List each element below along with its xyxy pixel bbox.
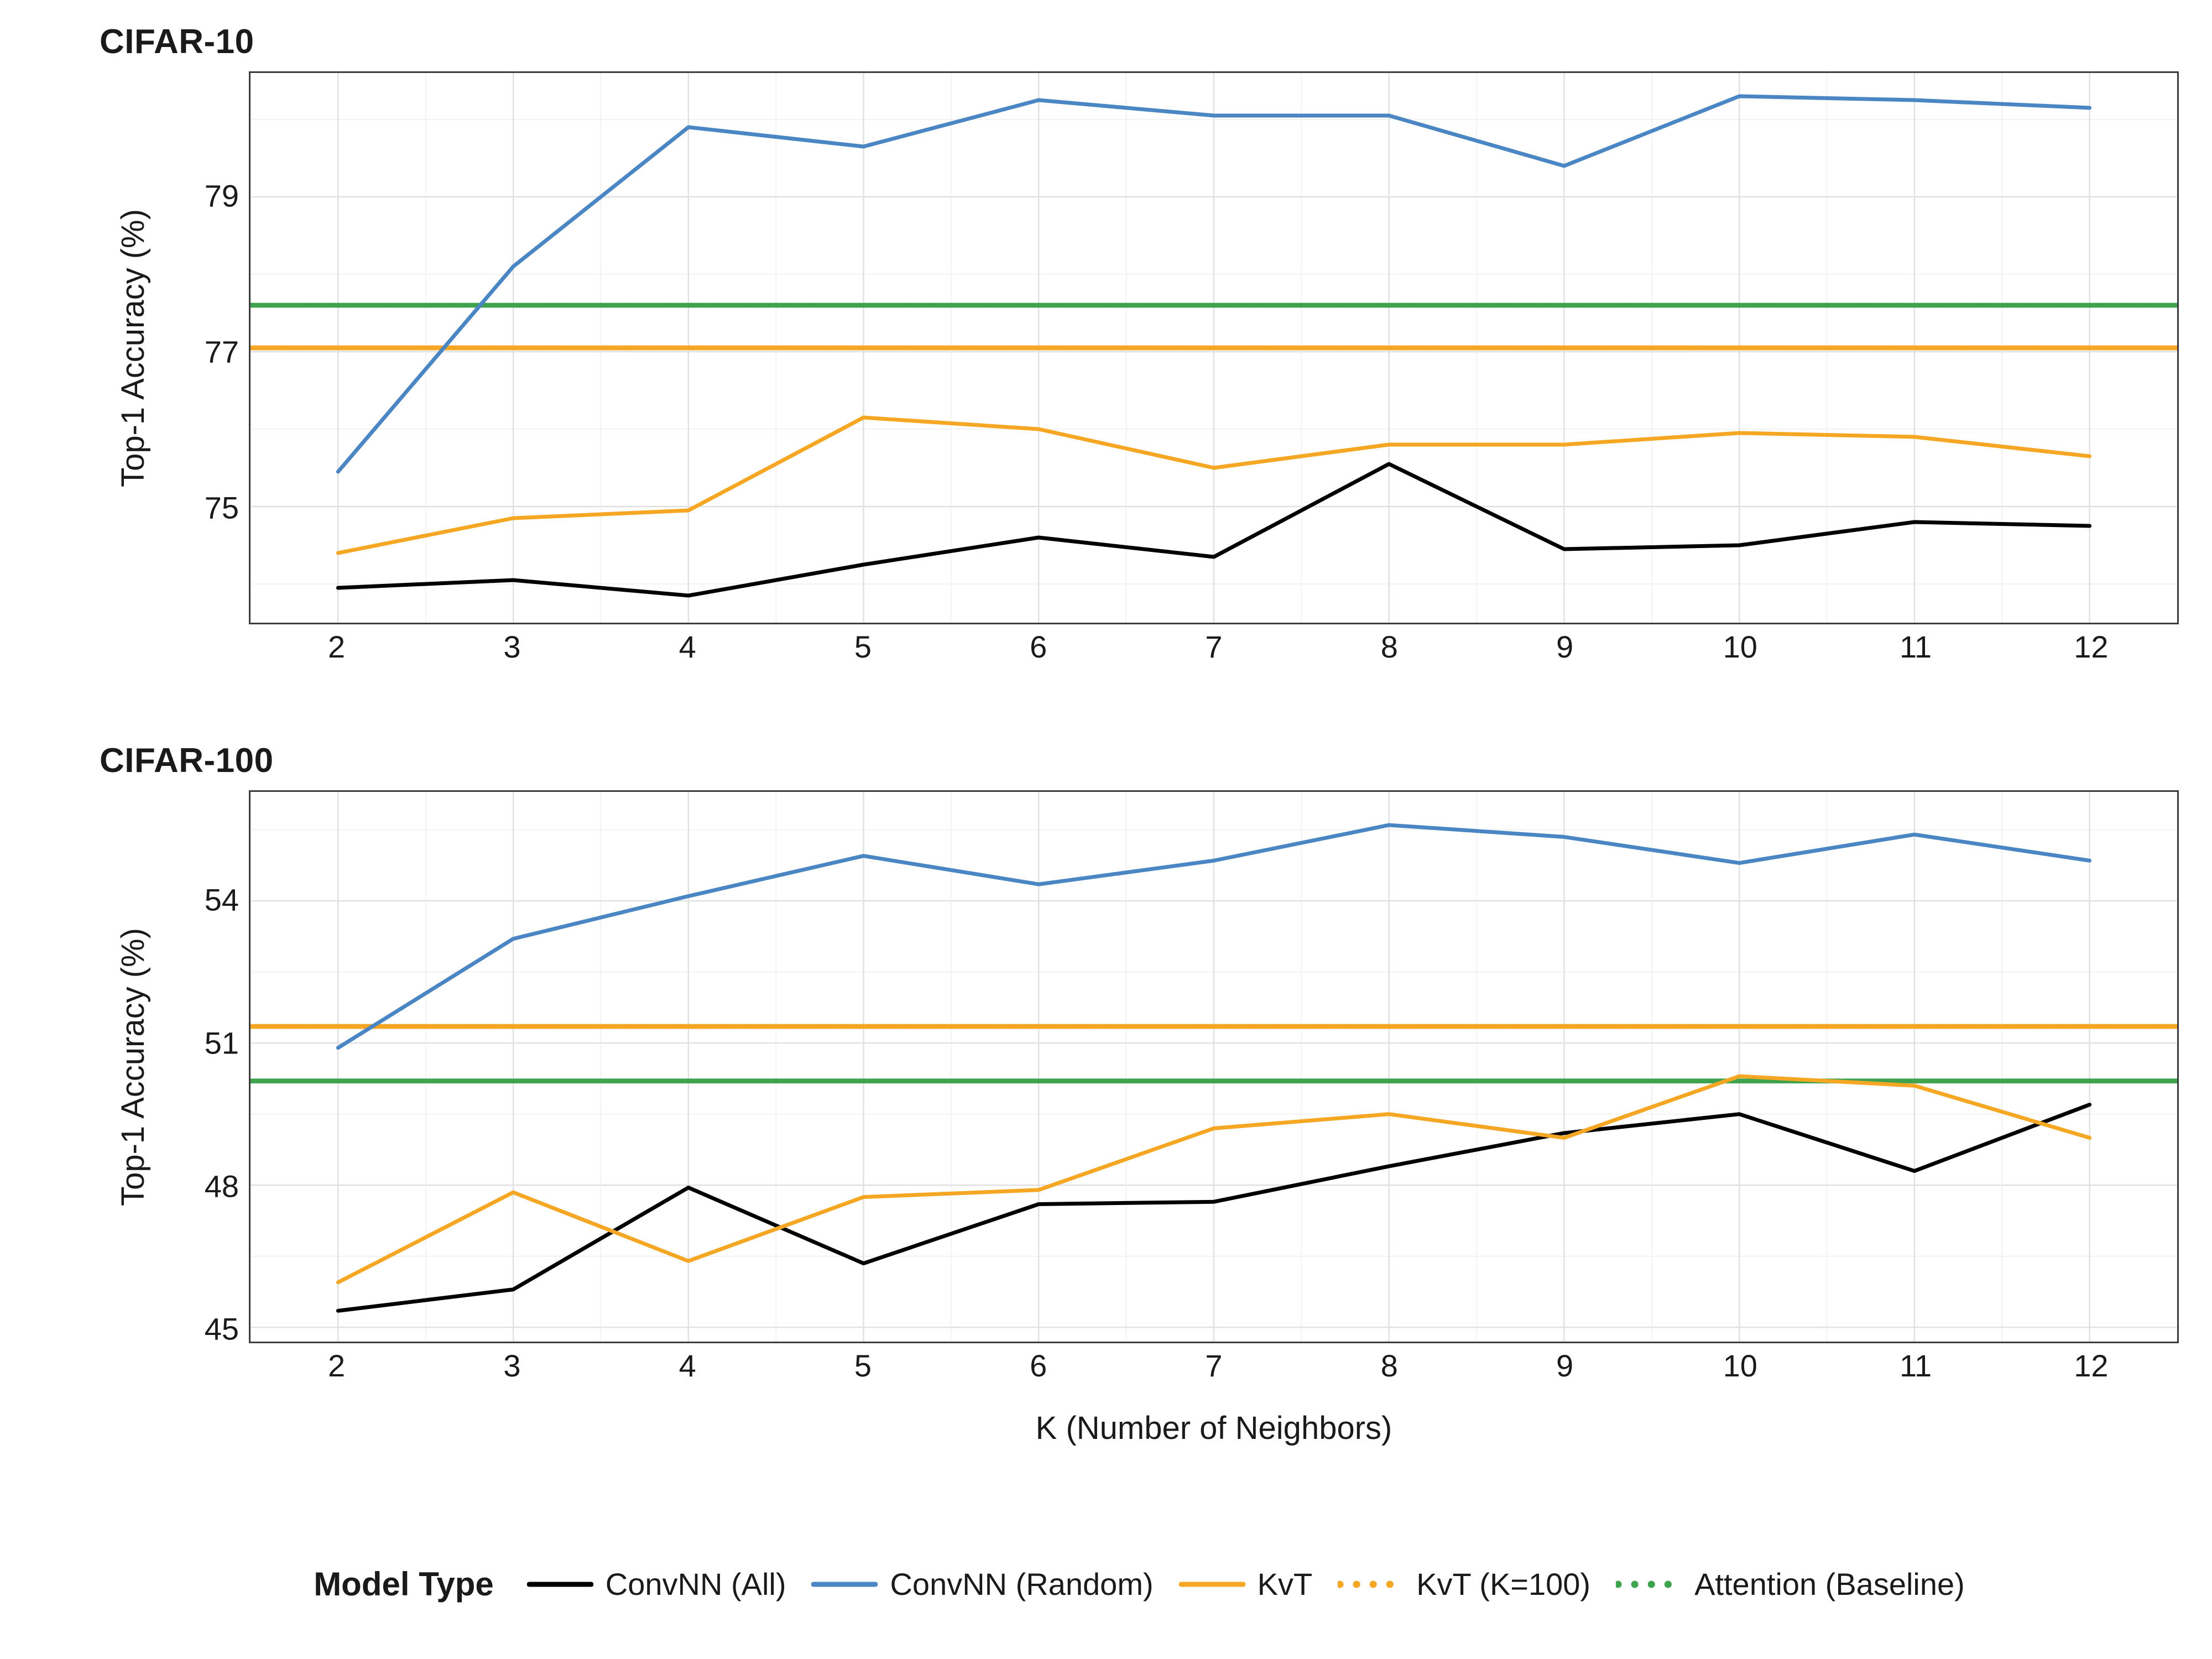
x-tick-label: 2	[328, 629, 346, 664]
legend-key-swatch	[811, 1577, 878, 1592]
legend-item	[811, 1566, 1153, 1602]
x-tick-label: 11	[1900, 1348, 1932, 1383]
chart-svg-cifar10	[251, 73, 2177, 623]
legend-item-label: ConvNN (All)	[605, 1567, 786, 1601]
y-tick-label: 75	[204, 490, 239, 525]
x-tick-label: 11	[1900, 629, 1932, 664]
x-tick-label: 5	[854, 1348, 872, 1383]
x-tick-label: 12	[2074, 1348, 2109, 1383]
x-tick-label: 9	[1556, 1348, 1574, 1383]
y-axis-label-text: Top-1 Accuracy (%)	[114, 208, 151, 487]
legend-item	[1338, 1566, 1590, 1602]
legend-key-swatch	[527, 1577, 593, 1592]
y-axis-label-cifar10	[100, 71, 166, 624]
chart-svg-cifar100	[251, 792, 2177, 1342]
y-tick-label: 54	[204, 882, 239, 917]
x-tick-label: 9	[1556, 629, 1574, 664]
x-tick-label: 6	[1030, 1348, 1047, 1383]
y-axis-label-text: Top-1 Accuracy (%)	[114, 927, 151, 1206]
legend-title: Model Type	[314, 1566, 494, 1603]
x-tick-label: 4	[679, 1348, 696, 1383]
x-tick-label: 6	[1030, 629, 1047, 664]
panel-cifar10	[100, 22, 2179, 702]
x-tick-label: 3	[503, 629, 521, 664]
y-axis-ticks-cifar100	[166, 790, 249, 1347]
y-tick-label: 48	[204, 1168, 239, 1204]
plot-area-cifar10	[249, 71, 2179, 624]
x-axis-label: K (Number of Neighbors)	[1035, 1410, 1392, 1446]
legend	[100, 1565, 2179, 1603]
y-axis-label-cifar100	[100, 790, 166, 1343]
x-tick-label: 8	[1380, 1348, 1398, 1383]
x-tick-label: 5	[854, 629, 872, 664]
y-tick-label: 79	[204, 178, 239, 213]
x-tick-label: 7	[1205, 629, 1223, 664]
x-tick-label: 8	[1380, 629, 1398, 664]
plot-area-cifar100	[249, 790, 2179, 1343]
x-tick-label: 10	[1723, 629, 1757, 664]
x-tick-label: 4	[679, 629, 696, 664]
x-axis-ticks-cifar10	[249, 624, 2179, 674]
x-tick-label: 12	[2074, 629, 2109, 664]
x-tick-label: 10	[1723, 1348, 1757, 1383]
panel-title-cifar10: CIFAR-10	[100, 23, 254, 61]
y-tick-label: 45	[204, 1311, 239, 1347]
x-axis-ticks-cifar100	[249, 1343, 2179, 1393]
legend-key-swatch	[1338, 1577, 1404, 1592]
x-tick-label: 3	[503, 1348, 521, 1383]
legend-key-swatch	[1179, 1577, 1245, 1592]
y-tick-label: 77	[204, 334, 239, 369]
x-tick-label: 2	[328, 1348, 346, 1383]
legend-item	[527, 1566, 786, 1602]
x-tick-label: 7	[1205, 1348, 1223, 1383]
legend-item-label: KvT (K=100)	[1416, 1567, 1591, 1601]
panel-cifar100	[100, 741, 2179, 1460]
legend-item	[1616, 1566, 1965, 1602]
panel-title-cifar100: CIFAR-100	[100, 742, 274, 780]
y-axis-ticks-cifar10	[166, 71, 249, 624]
legend-item-label: Attention (Baseline)	[1694, 1567, 1965, 1601]
legend-item	[1179, 1566, 1313, 1602]
legend-item-label: ConvNN (Random)	[890, 1567, 1154, 1601]
legend-item-label: KvT	[1257, 1567, 1313, 1601]
y-tick-label: 51	[204, 1025, 239, 1061]
legend-key-swatch	[1616, 1577, 1682, 1592]
